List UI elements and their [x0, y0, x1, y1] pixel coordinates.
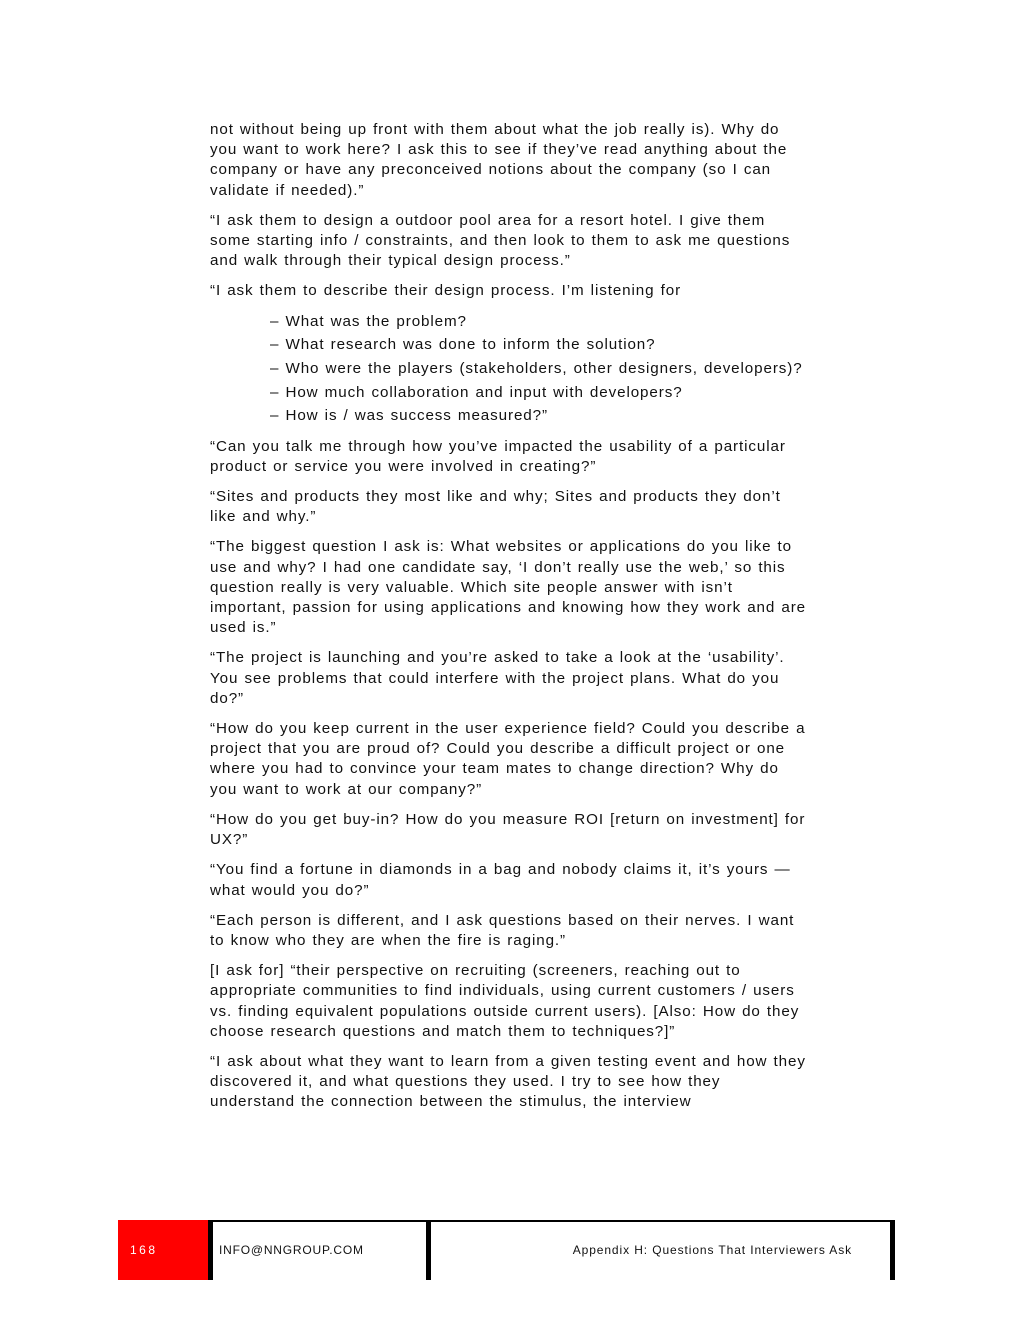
paragraph: “The biggest question I ask is: What websites or applications do you like to use and why? I had one candidate say, ‘I don’t really use the web,’ so this question really is very valuable. Which site people answer with isn’t important, passion for using applications and knowing how they work and are used is.”	[210, 538, 807, 637]
footer-rule	[118, 1220, 895, 1222]
page-footer	[118, 1220, 895, 1280]
footer-section-title: Appendix H: Questions That Interviewers Ask	[572, 1243, 852, 1257]
page-number: 168	[130, 1243, 158, 1257]
paragraph: “Each person is different, and I ask questions based on their nerves. I want to know who they are when the fire is raging.”	[210, 911, 795, 949]
paragraph: “The project is launching and you’re asked to take a look at the ‘usability’. You see problems that could interfere with the project plans. What do you do?”	[210, 649, 785, 707]
footer-divider	[208, 1220, 213, 1280]
footer-divider	[890, 1220, 895, 1280]
list-item: – What was the problem?	[270, 312, 467, 330]
footer-email: INFO@NNGROUP.COM	[219, 1243, 364, 1257]
list-item: – What research was done to inform the solution?	[270, 336, 656, 354]
page-number-box	[118, 1220, 208, 1280]
paragraph: [I ask for] “their perspective on recruiting (screeners, reaching out to appropriate communities to find individuals, using current customers / users vs. finding equivalent populations outside current users). [Also: How do they choose research questions and match them to techniques?]”	[210, 962, 800, 1040]
paragraph: “Sites and products they most like and why; Sites and products they don’t like and why.”	[210, 488, 781, 526]
paragraph: “You find a fortune in diamonds in a bag and nobody claims it, it’s yours — what would you do?”	[210, 861, 791, 899]
paragraph: “I ask them to design a outdoor pool area for a resort hotel. I give them some starting info / constraints, and then look to them to ask me questions and walk through their typical design process.”	[210, 211, 791, 270]
list-item: – How much collaboration and input with developers?	[270, 383, 683, 401]
design-process-list	[210, 312, 810, 427]
list-item: – How is / was success measured?”	[270, 407, 548, 425]
paragraph: “I ask them to describe their design process. I’m listening for	[210, 282, 682, 300]
paragraph: “How do you keep current in the user experience field? Could you describe a project that you are proud of? Could you describe a difficult project or one where you had to convince your team mates to change direction? Why do you want to work at our company?”	[210, 720, 806, 798]
paragraph: “How do you get buy-in? How do you measure ROI [return on investment] for UX?”	[210, 810, 806, 849]
list-item: – Who were the players (stakeholders, other designers, developers)?	[270, 360, 803, 378]
paragraph: not without being up front with them about what the job really is). Why do you want to work here? I ask this to see if they’ve read anything about the company or have any preconceived notions about the company (so I can validate if needed).”	[210, 121, 788, 199]
paragraph: “I ask about what they want to learn from a given testing event and how they discovered it, and what questions they used. I try to see how they understand the connection between the stimulus, the interview	[210, 1052, 806, 1111]
page-body	[210, 120, 810, 1123]
footer-divider	[426, 1220, 431, 1280]
paragraph: “Can you talk me through how you’ve impacted the usability of a particular product or service you were involved in creating?”	[210, 437, 786, 475]
